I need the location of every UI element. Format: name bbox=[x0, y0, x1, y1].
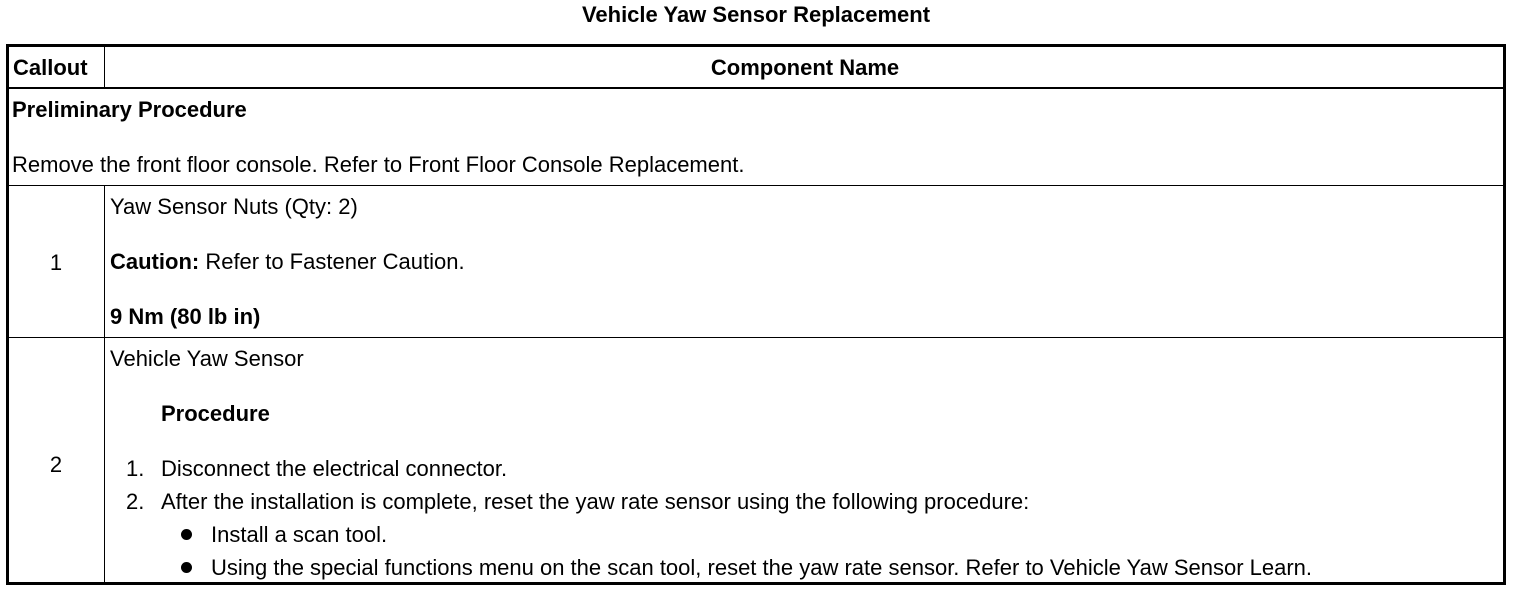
divider bbox=[104, 185, 105, 585]
callout-number: 2 bbox=[49, 452, 63, 477]
page-title: Vehicle Yaw Sensor Replacement bbox=[581, 2, 931, 27]
bullet-text: Install a scan tool. bbox=[211, 522, 388, 547]
preliminary-section bbox=[9, 89, 1503, 185]
step-text: Disconnect the electrical connector. bbox=[161, 456, 508, 481]
table-row bbox=[9, 338, 1503, 585]
header-callout: Callout bbox=[13, 55, 88, 80]
caution-text: Refer to Fastener Caution. bbox=[199, 249, 465, 274]
component-name: Vehicle Yaw Sensor bbox=[110, 346, 304, 371]
bullet-icon bbox=[181, 562, 192, 573]
component-name: Yaw Sensor Nuts (Qty: 2) bbox=[110, 194, 358, 219]
table-row bbox=[9, 186, 1503, 337]
step-number: 1. bbox=[126, 456, 145, 481]
preliminary-heading: Preliminary Procedure bbox=[12, 97, 247, 122]
caution-line bbox=[110, 248, 465, 276]
bullet-icon bbox=[181, 529, 192, 540]
callout-number: 1 bbox=[49, 250, 63, 275]
header-component-name: Component Name bbox=[710, 55, 900, 80]
procedure-heading: Procedure bbox=[161, 401, 270, 426]
caution-label: Caution: bbox=[110, 249, 200, 274]
table-header-row bbox=[9, 47, 1503, 87]
step-number: 2. bbox=[126, 489, 145, 514]
torque-spec: 9 Nm (80 lb in) bbox=[110, 304, 261, 329]
divider bbox=[104, 47, 105, 87]
bullet-text: Using the special functions menu on the scan tool, reset the yaw rate sensor. Refer to Vehicle Yaw Sensor Learn. bbox=[211, 555, 1313, 580]
procedure-table bbox=[6, 44, 1506, 585]
preliminary-text: Remove the front floor console. Refer to Front Floor Console Replacement. bbox=[12, 152, 745, 177]
step-text: After the installation is complete, reset the yaw rate sensor using the following procedure: bbox=[161, 489, 1030, 514]
